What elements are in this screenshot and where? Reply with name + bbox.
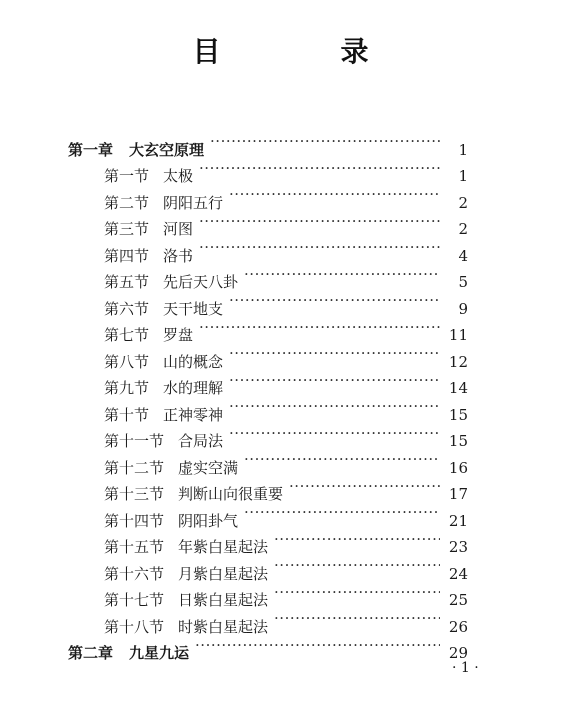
entry-number: 第七节 [104,326,150,344]
entry-page-number: 23 [448,538,468,556]
entry-page-number: 15 [448,432,468,450]
entry-number: 第十四节 [104,511,165,530]
dot-leader [199,314,440,341]
entry-title: 判断山向很重要 [178,485,284,503]
entry-title: 合局法 [178,432,224,450]
dot-leader [289,473,440,500]
entry-page-number: 1 [458,167,468,185]
entry-number: 第三节 [104,220,150,238]
entry-title: 年紫白星起法 [178,538,269,556]
entry-title: 阴阳五行 [163,193,224,212]
entry-page-number: 1 [458,140,468,159]
dot-leader [274,605,440,632]
entry-title: 月紫白星起法 [178,564,269,583]
entry-number: 第五节 [104,273,150,291]
entry-number: 第一节 [104,167,150,185]
entry-page-number: 25 [448,591,468,609]
entry-number: 第十七节 [104,591,165,609]
entry-page-number: 14 [448,379,468,397]
entry-number: 第六节 [104,299,150,318]
entry-title: 太极 [163,167,194,185]
entry-page-number: 26 [448,617,468,636]
entry-title: 虚实空满 [178,458,239,477]
page-number: · 1 · [452,660,479,676]
entry-number: 第四节 [104,246,150,265]
entry-page-number: 5 [458,273,468,291]
entry-number: 第八节 [104,352,150,371]
entry-title: 洛书 [163,246,194,265]
entry-page-number: 17 [448,485,468,503]
dot-leader [244,499,440,526]
entry-title: 先后天八卦 [163,273,239,291]
entry-number: 第十节 [104,405,150,424]
dot-leader [229,287,440,314]
entry-page-number: 24 [448,564,468,583]
entry-title: 大玄空原理 [129,140,205,159]
dot-leader [199,155,440,182]
table-of-contents [68,128,468,662]
entry-title: 水的理解 [163,379,224,397]
entry-page-number: 2 [458,193,468,212]
entry-title: 罗盘 [163,326,194,344]
entry-number: 第十五节 [104,538,165,556]
dot-leader [274,526,440,553]
entry-page-number: 9 [458,299,468,318]
dot-leader [229,393,440,420]
entry-title: 时紫白星起法 [178,617,269,636]
dot-leader [210,128,440,155]
entry-number: 第十六节 [104,564,165,583]
entry-number: 第十八节 [104,617,165,636]
entry-number: 第十一节 [104,432,165,450]
entry-number: 第九节 [104,379,150,397]
entry-number: 第二章 [68,644,114,662]
entry-title: 天干地支 [163,299,224,318]
entry-page-number: 2 [458,220,468,238]
entry-page-number: 4 [458,246,468,265]
dot-leader [229,340,440,367]
dot-leader [244,261,440,288]
entry-number: 第十二节 [104,458,165,477]
entry-page-number: 29 [448,644,468,662]
dot-leader [229,420,440,447]
toc-chapter-entry [68,128,468,159]
entry-title: 日紫白星起法 [178,591,269,609]
entry-number: 第二节 [104,193,150,212]
dot-leader [199,208,440,235]
page-title: 目 录 [192,35,415,68]
entry-page-number: 21 [448,511,468,530]
dot-leader [199,234,440,261]
dot-leader [274,552,440,579]
dot-leader [244,446,440,473]
toc-section-entry [68,155,468,185]
dot-leader [274,579,440,606]
entry-title: 正神零神 [163,405,224,424]
entry-page-number: 11 [448,326,468,344]
dot-leader [229,367,440,394]
entry-title: 山的概念 [163,352,224,371]
entry-page-number: 12 [448,352,468,371]
dot-leader [229,181,440,208]
entry-number: 第十三节 [104,485,165,503]
entry-number: 第一章 [68,140,114,159]
entry-title: 河图 [163,220,194,238]
entry-title: 九星九运 [129,644,190,662]
dot-leader [195,632,440,659]
entry-title: 阴阳卦气 [178,511,239,530]
entry-page-number: 15 [448,405,468,424]
entry-page-number: 16 [448,458,468,477]
